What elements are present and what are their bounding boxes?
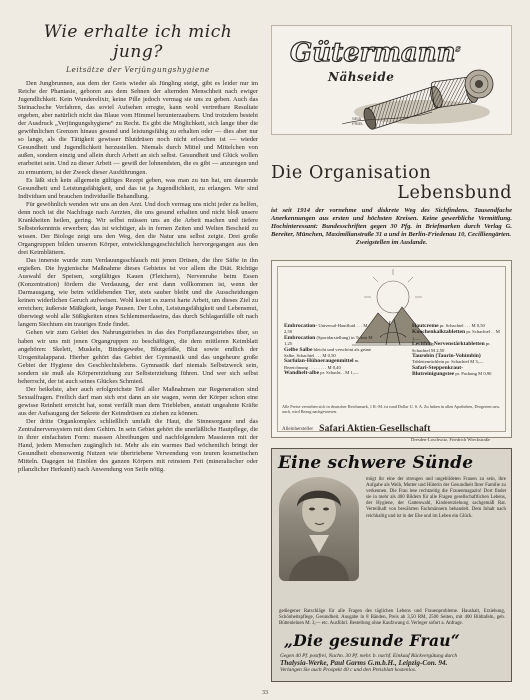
safari-product: Gelbe Salbe bleicht und verschönt als grüne Salbe, Schachtel . . . M 0,50: [284, 346, 371, 359]
lebensbund-title-line1: Die Organisation: [271, 163, 432, 183]
safari-products-left: [284, 323, 376, 377]
publisher-info: Gegen 40 Pf. postfrei, Nachn. 30 Pf. mehr. b. nachf. Einkauf Rückvergütung durch Thalysia-Werke, Paul Garms G.m.b.H., Leipzig-Con. 94. Verlangen Sie auch Prospekt 40 c und den Preisblatt kostenlos.: [280, 653, 504, 673]
safari-ad: [271, 260, 512, 442]
woman-portrait-illustration: [279, 477, 359, 581]
safari-product: Embrocation- Universal-Hautfluid . . . M 2,50: [284, 323, 368, 335]
safari-company-name: Safari Aktien-Gesellschaft: [319, 424, 431, 435]
lebensbund-foot: Zweigstellen im Auslande.: [355, 239, 428, 247]
safari-address: Dresden-Loschwitz, Friedrich Wieckstraße: [411, 437, 490, 442]
article-paragraph: Für gewöhnlich wenden wir uns an den Arzt. Und doch vermag uns nicht jeder zu helfen, denn noch ist die Nachfrage nach Aerzten, die uns gesund erhalten und nicht bloß unsere Krankheiten heilen, gering. Wir selbst müssen uns an die Arbeit machen und tiefere Selbsterkenntnis erwerben; das ist wichtiger, als in fernen Zeiten und Welten Bescheid zu wissen. Der Biologe zeigt uns den Weg, den die Natur uns selbst zeigte. Drei große Organgruppen bilden unseren Körper, entwicklungsgeschichtlich hervorgegangen aus den drei Keimblättern.: [18, 200, 258, 256]
article-subtitle: Leitsätze der Verjüngungshygiene: [66, 65, 210, 74]
safari-product: Lecithin-Nervenstärktabletten pr. Schachtel M 2,50: [412, 341, 491, 353]
lebensbund-title-line2: Lebensbund: [397, 183, 512, 203]
safari-product: Knochenkalktabletten pr. Schachtel . . M 1,—: [412, 329, 500, 341]
safari-products-right: [412, 323, 502, 378]
safari-price-note: Alle Preise verstehen sich in deutscher Reichsmark, 1 R.-M. ist rund Dollar U. S. A. Zu haben in allen Apotheken, Drogerien usw. auch, wird Bezug nachgewiesen.: [282, 404, 501, 414]
article-paragraph: Der dritte Organkomplex schließlich umfaßt die Haut, die Sinnesorgane und das Zentralnervensystem mit dem Gehirn. In sein Gebiet gehört die unerläßliche Hautpflege, die in ihrer einfachsten Form: massen Abreibungen und nachfolgendem Massieren mit der Hand, jedem Menschen zugänglich ist. Mehr als ein warmes Bad wöchentlich bringt der Gesundheit ebensowenig Nutzen wie übertriebene Verwendung von teuren kosmetischen Mitteln. Dagegen ist Einölen des ganzen Körpers mit reinstem Fett (mineralischer oder pflanzlicher Herkunft) nach Anwendung von Seife nötig.: [18, 417, 258, 474]
gesunde-frau-ad: [271, 448, 512, 682]
article-paragraph: Der beikelste, aber auch erfolgreichste Teil aller Maßnahmen zur Regeneration sind Sexualfragen. Freilich darf man sich erst dann an sie wagen, wenn der Körper schon eine gewisse Reinheit erreicht hat, sonst verfällt man dem Triebleben, anstatt ungeahnte Kräfte aus der Aufsaugung der Sekrete der Keimdrüsen zu ziehen zu können.: [18, 385, 258, 417]
safari-product: Embrocation (Sportdarstellung) in Tuben M 1,25: [284, 334, 373, 347]
safari-product: Taurobin (Taurin-Vohimbin) Tablettenrüchlein pr. Schachtel M 3,—: [412, 353, 484, 365]
ad-copy: mögt ihr eine der strengen und ungebildeten Frauen zu sein, ihre Aufgabe als Weib, Mutter und Hüterin der Gesundheit Ihrer Familie zu verkennen. Die Frau lese rechtzeitig die Frauenmagazin! Dort findet sie in mehr als 400 Bildern für alle Fragen gesellschaftlichen Lebens, der Hygiene, der Gattenwahl, Kindererziehung sachgemäß Rat. Verteilhaft von bewährten Fachmännern behandelt. Dem Inhalt nach reichhaltig und ist in der Ehe und im Leben ein Glück.: [366, 477, 506, 519]
article-paragraph: Den Jungbrunnen, aus dem der Greis wieder als Jüngling steigt, gibt es leider nur im Reiche der Phantasie, geboren aus dem Sehnen der alternden Menschheit nach ewiger Jugendlichkeit. Kein Wunderelixir, keine Pille jedoch vermag sie uns zu geben. Auch das Steinachsche Verfahren, das soviel Aufsehen erregte, kann wohl vertretbare Resultate ergeben, aber natürlich nicht das Blaue vom Himmel herunterzaubern. Und trotzdem besteht der Ausdruck „Verjüngungshygiene“ zu Recht. Es gibt die Möglichkeit, sich lange über die gewöhnlichen Grenzen hinaus gesund und leistungsfähig zu erhalten oder — dies aber nur so lange, als die Tätigkeit gewisser Blutdrüsen noch nicht erloschen ist — wieder Gesundheit und Jugendlichkeit herzustellen. Niemals durch Mittel und Mittelchen von außen, sondern einzig und allein durch Arbeit an sich selbst. Gesundheit und Glück wollen erarbeitet sein. Und zu dieser Arbeit — gewiß der lohnendsten, die es gibt — anzuregen und zu ermuntern, ist der Zweck dieser Ausführungen.: [18, 80, 258, 176]
article-paragraph: Gehen wir zum Gebiet des Nahrungstriebes in das des Fortpflanzungstriebes über, so haben wir uns mit jenen Organgruppen zu beschäftigen, die dem mittleren Keimblatt angehören: Skelett, Muskeln, Bindegewebe, Blutgefäße, Blut sowie endlich der Urogenitalapparat. Hierher gehört das Gebiet der Gymnastik und das ungeheure große Gebiet der Hygiene des Geschlechtslebens. Gymnastik darf niemals Selbstzweck sein, sondern sie muß als Körpererziehung zur Selbsterziehung führen. Und wer sich selbst beherrscht, der ist auch seines Glückes Schmied.: [18, 329, 258, 385]
safari-product: Sarfulan-Hühneraugenmittel m. Bezeichnung . . . . . . . . M 0,40: [284, 358, 360, 370]
article-title: Wie erhalte ich mich jung?: [43, 22, 233, 62]
safari-product: Wandhelt-albe pr. Schacht. . M 1,—: [284, 370, 359, 377]
article-paragraph: Es läßt sich kein allgemein gültiges Rezept geben, was man zu tun hat, um dauernde Gesundheit und Leistungsfähigkeit, und das ist ja Jugendlichkeit, zu erlangen. Wir sind Individuen und brauchen individuelle Behandlung.: [18, 176, 258, 200]
guetermann-product: Nähseide: [328, 70, 395, 84]
ad-fine-print: gediegener Ratschläge für alle Fragen des täglichen Lebens und Frauenprobleme. Haushalt, Erziehung, Schönheitspflege, Gesundheit. Ausgabe in 8 Bänden, Preis ab 3,50 RM, 2500 Seiten, mit 400 Bildtafeln, geb. Büttenleinen M. 3,— etc. Ausführl. Bestellung ohne Kaufzwang d. Verleger sofort a. Anfrage.: [279, 609, 505, 627]
safari-product: Safari-Steppenkraut-Blutreinigungstee pr. Packung M 0,90: [412, 364, 492, 378]
article-paragraph: Das innerste wurde zum Verdauungsschlauch mit jenen Drüsen, die ihre Säfte in ihn ergießen. Die hygienische Maßnahme dieses Gebietes ist vor allem die Diät. Richtige Auswahl der Speisen, sorgfältiges Kauen (Fletchern), Nervenruhe beim Essen (Konzentration) fördern die Verdauung, der erst dann vollkommen ist, wenn der Darmausgang, wie beim wildlebenden Tier, stets sauber bleibt und die Ausscheidungen keinen widerlichen Geruch aufweisen. Wohl kostet es zuerst harte Arbeit, um dieses Ziel zu erreichen; äußerste Mäßigkeit, lange Pausen. Der Lohn, Leistungsfähigkeit und Lebensmut, überwiegt wohl alle Süßigkeiten eines Schlemmerdaseins, das durch Schlaganfälle oft nach langem Siechtum ein trauriges Ende findet.: [18, 257, 258, 329]
guetermann-brand: Gütermann$^s$: [290, 38, 461, 68]
page-number: 33: [262, 690, 268, 696]
book-title: „Die gesunde Frau“: [284, 631, 461, 650]
guetermann-ad: [271, 25, 512, 135]
lebensbund-ad: [271, 163, 512, 247]
safari-manufacturer: Alleinhersteller Safari Aktien-Gesellschaft Dresden-Loschwitz, Friedrich Wieckstraße: [282, 420, 502, 442]
ad-headline: Eine schwere Sünde: [278, 453, 474, 473]
publisher-name: Thalysia-Werke, Paul Garms G.m.b.H., Leipzig-Con. 94.: [280, 658, 448, 667]
article: [18, 22, 258, 474]
safari-product: Hautcreme pr. Schachtel . . . M 0,50: [412, 323, 485, 329]
artist-signature: SEIB FRIEL: [352, 116, 364, 126]
lebensbund-body: ist seit 1914 der vornehme und diskrete Weg des Sichfindens. Tausendfache Anerkennungen aus ersten und höchsten Kreisen. Keine gewerbliche Vermittlung. Hochinteressant: Bundesschriften gegen 30 Pfg. in Briefmarken durch Verlag G. Bereiter, München, Maximilianstraße 31 a und in Berlin-Friedenau 10, Cecilliengärten. Zweigstellen im Auslande.: [271, 207, 512, 247]
